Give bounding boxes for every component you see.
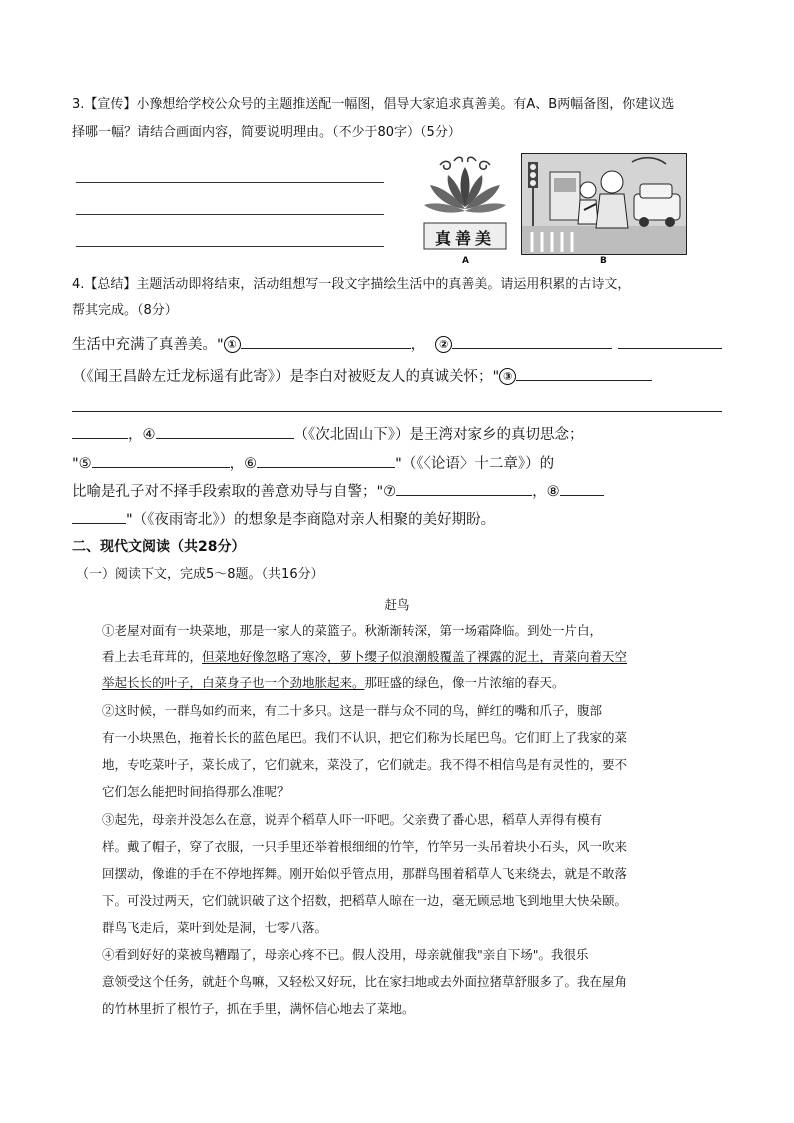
q4-row2 bbox=[72, 366, 652, 387]
p2-line2: 有一小块黑色，拖着长长的蓝色尾巴。我们不认识，把它们称为长尾巴鸟。它们盯上了我家的菜 bbox=[102, 730, 628, 745]
answer-line-1[interactable] bbox=[76, 182, 384, 183]
row5-text: "（《〈论语〉十二章》）的 bbox=[395, 456, 555, 472]
q3-line1: 3.【宣传】小豫想给学校公众号的主题推送配一幅图，倡导大家追求真善美。有A、B两幅备图，你建议选 bbox=[72, 97, 675, 112]
p3-line5: 群鸟飞走后，菜叶到处是洞，七零八落。 bbox=[102, 920, 328, 935]
p3-line3: 回摆动，像谁的手在不停地挥舞。刚开始似乎管点用，那群鸟围着稻草人飞来绕去，就是不敢落 bbox=[102, 866, 628, 881]
figure-a bbox=[418, 153, 512, 253]
blank-3a[interactable] bbox=[516, 366, 652, 381]
marker-1: ① bbox=[224, 336, 241, 353]
row2-text: （《闻王昌龄左迁龙标遥有此寄》）是李白对被贬友人的真诚关怀；" bbox=[72, 369, 500, 385]
blank-3b[interactable] bbox=[72, 411, 722, 412]
p1-line2-plain: 看上去毛茸茸的， bbox=[102, 649, 203, 664]
p4-line1: ④看到好好的菜被鸟糟蹋了，母亲心疼不已。假人没用，母亲就催我"亲自下场"。我很乐 bbox=[102, 947, 589, 962]
figure-b bbox=[521, 153, 687, 255]
row4-text: （《次北固山下》）是王湾对家乡的真切思念； bbox=[293, 427, 584, 443]
q4-row1 bbox=[72, 334, 722, 355]
subsection-title: （一）阅读下文，完成5～8题。（共16分） bbox=[76, 567, 324, 582]
marker-4: ，④ bbox=[128, 427, 156, 443]
q4-line1: 4.【总结】主题活动即将结束，活动组想写一段文字描绘生活中的真善美。请运用积累的古诗文， bbox=[72, 277, 631, 292]
blank-1[interactable] bbox=[241, 334, 411, 349]
figure-b-label: B bbox=[600, 256, 607, 266]
p1-line3-plain: 那旺盛的绿色，像一片浓缩的春天。 bbox=[364, 675, 565, 690]
marker-6: ，⑥ bbox=[229, 456, 258, 472]
p3-line1: ③起先，母亲并没怎么在意，说弄个稻草人吓一吓吧。父亲费了番心思，稻草人弄得有模有 bbox=[102, 812, 603, 827]
row6-text: 比喻是孔子对不择手段索取的善意劝导与自警；"⑦ bbox=[72, 484, 397, 500]
section-title: 二、现代文阅读（共28分） bbox=[72, 539, 246, 555]
blank-6[interactable] bbox=[257, 453, 395, 468]
p1-line1: ①老屋对面有一块菜地，那是一家人的菜篮子。秋渐渐转深，第一场霜降临。到处一片白， bbox=[102, 623, 603, 638]
answer-line-3[interactable] bbox=[76, 246, 384, 247]
p2-line3: 地，专吃菜叶子，菜长成了，它们就来，菜没了，它们就走。我不得不相信鸟是有灵性的，要不 bbox=[102, 757, 628, 772]
marker-3: ③ bbox=[499, 368, 516, 385]
q4-line2: 帮其完成。（8分） bbox=[72, 303, 178, 318]
q3-line2: 择哪一幅？请结合画面内容，简要说明理由。（不少于80字）（5分） bbox=[72, 125, 461, 140]
answer-line-2[interactable] bbox=[76, 214, 384, 215]
blank-3c[interactable] bbox=[72, 424, 128, 439]
street-scene-icon bbox=[522, 154, 686, 254]
q4-row7 bbox=[72, 509, 495, 530]
blank-7[interactable] bbox=[396, 481, 532, 496]
p2-line1: ②这时候，一群鸟如约而来，有二十多只。这是一群与众不同的鸟，鲜红的嘴和爪子，腹部 bbox=[102, 703, 603, 718]
row7-text: "（《夜雨寄北》）的想象是李商隐对亲人相聚的美好期盼。 bbox=[126, 512, 496, 528]
marker-8: ，⑧ bbox=[532, 484, 560, 500]
q4-row4 bbox=[72, 424, 584, 445]
marker-2: ② bbox=[435, 336, 452, 353]
q4-row6 bbox=[72, 481, 604, 502]
blank-4[interactable] bbox=[156, 424, 294, 439]
p4-line2: 意领受这个任务，就赶个鸟嘛，又轻松又好玩，比在家扫地或去外面拉猪草舒服多了。我在屋角 bbox=[102, 974, 628, 989]
p3-line2: 样。戴了帽子，穿了衣服，一只手里还举着根细细的竹竿，竹竿另一头吊着块小石头，风一吹来 bbox=[102, 839, 628, 854]
p2-line4: 它们怎么能把时间掐得那么准呢？ bbox=[102, 784, 290, 799]
blank-2b[interactable] bbox=[618, 334, 722, 349]
p3-line4: 下。可没过两天，它们就识破了这个招数，把稻草人晾在一边，毫无顾忌地飞到地里大快朵颐。 bbox=[102, 893, 628, 908]
intro-text: 生活中充满了真善美。" bbox=[72, 337, 224, 353]
p1-underlined-1: 但菜地好像忽略了寒冷，萝卜缨子似浪潮般覆盖了裸露的泥土，青菜向着天空 bbox=[202, 649, 628, 664]
blank-5[interactable] bbox=[92, 453, 230, 468]
p1-line2 bbox=[102, 648, 627, 666]
figure-a-caption: 真善美 bbox=[434, 229, 495, 248]
comma-1: ， bbox=[410, 337, 426, 353]
marker-5: "⑤ bbox=[72, 456, 92, 472]
story-title: 赶鸟 bbox=[384, 597, 410, 612]
q4-row5 bbox=[72, 453, 554, 474]
figure-a-label: A bbox=[462, 256, 469, 266]
p1-underlined-2: 举起长长的叶子，白菜身子也一个劲地胀起来。 bbox=[102, 675, 365, 690]
blank-8a[interactable] bbox=[560, 481, 604, 496]
p4-line3: 的竹林里折了根竹子，抓在手里，满怀信心地去了菜地。 bbox=[102, 1001, 415, 1016]
p1-line3 bbox=[102, 674, 565, 692]
blank-8b[interactable] bbox=[72, 509, 126, 524]
blank-2a[interactable] bbox=[452, 334, 612, 349]
